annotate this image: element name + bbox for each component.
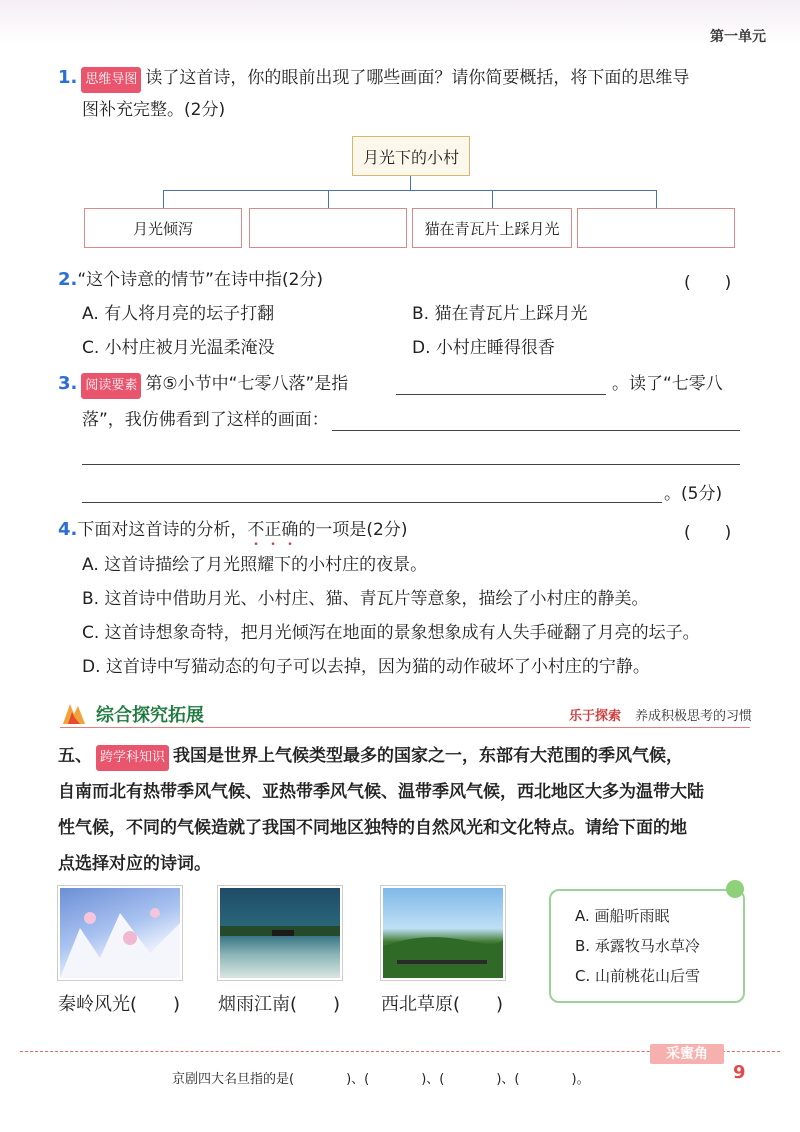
q2-option-a[interactable]: A. 有人将月亮的坛子打翻 bbox=[82, 304, 275, 324]
q2-option-c[interactable]: C. 小村庄被月光温柔淹没 bbox=[82, 338, 275, 358]
q5-number: 五、 bbox=[58, 746, 92, 766]
q3-text1b: 。读了“七零八 bbox=[612, 374, 723, 394]
q1-text1: 读了这首诗，你的眼前出现了哪些画面？请你简要概括，将下面的思维导 bbox=[145, 68, 690, 88]
mindmap-connector-bar bbox=[163, 190, 656, 191]
q3-blank-3[interactable] bbox=[82, 446, 740, 465]
jiangnan-photo bbox=[218, 886, 342, 980]
q3-tag: 阅读要素 bbox=[81, 373, 141, 399]
mindmap-box-4[interactable] bbox=[577, 208, 735, 248]
grassland-photo bbox=[381, 886, 505, 980]
q4-answer-bracket[interactable]: ( ) bbox=[684, 523, 732, 543]
q3-score: 。(5分) bbox=[664, 484, 723, 504]
page-number: 9 bbox=[733, 1062, 746, 1083]
qinling-photo bbox=[58, 886, 182, 980]
q2-number: 2. bbox=[58, 269, 78, 290]
mindmap-connector-3 bbox=[492, 190, 493, 208]
mindmap-box-1: 月光倾泻 bbox=[84, 208, 242, 248]
flame-icon bbox=[60, 700, 88, 726]
q4-emphasis: 不正确 bbox=[247, 520, 299, 540]
mindmap-center: 月光下的小村 bbox=[352, 136, 470, 176]
q4-text-b: 的一项是(2分) bbox=[298, 520, 408, 540]
q2-answer-bracket[interactable]: ( ) bbox=[684, 273, 732, 293]
section-subtitle-red: 乐于探索 bbox=[568, 709, 621, 724]
q3-blank-1[interactable] bbox=[396, 376, 606, 395]
q3-number: 3. bbox=[58, 373, 78, 394]
q1-tag: 思维导图 bbox=[81, 67, 141, 93]
q2-text: “这个诗意的情节”在诗中指(2分) bbox=[77, 270, 324, 290]
q4-option-a[interactable]: A. 这首诗描绘了月光照耀下的小村庄的夜景。 bbox=[82, 555, 428, 575]
q2-option-b[interactable]: B. 猫在青瓦片上踩月光 bbox=[412, 304, 588, 324]
q4-line bbox=[58, 518, 407, 550]
q3-blank-2[interactable] bbox=[332, 412, 740, 431]
mindmap-box-2[interactable] bbox=[249, 208, 407, 248]
footer-question: 京剧四大名旦指的是( )、( )、( )、( )。 bbox=[172, 1072, 590, 1087]
jiangnan-label[interactable]: 烟雨江南( ) bbox=[218, 994, 341, 1015]
q1-line1 bbox=[58, 66, 689, 93]
header-band bbox=[0, 0, 800, 44]
q5-tag: 跨学科知识 bbox=[96, 745, 169, 771]
mindmap-connector-4 bbox=[656, 190, 657, 208]
q5-text3: 性气候，不同的气候造就了我国不同地区独特的自然风光和文化特点。请给下面的地 bbox=[58, 818, 687, 838]
green-dot-icon bbox=[724, 878, 746, 900]
section-underline bbox=[60, 727, 750, 728]
q3-text1a: 第⑤小节中“七零八落”是指 bbox=[145, 374, 349, 394]
q4-option-d[interactable]: D. 这首诗中写猫动态的句子可以去掉，因为猫的动作破坏了小村庄的宁静。 bbox=[82, 657, 650, 677]
mindmap-connector-2 bbox=[328, 190, 329, 208]
grassland-label[interactable]: 西北草原( ) bbox=[381, 994, 504, 1015]
poem-options-card bbox=[549, 889, 745, 1003]
q4-option-b[interactable]: B. 这首诗中借助月光、小村庄、猫、青瓦片等意象，描绘了小村庄的静美。 bbox=[82, 589, 649, 609]
section-subtitle bbox=[569, 705, 752, 724]
q4-number: 4. bbox=[58, 519, 78, 540]
mindmap-connector-1 bbox=[163, 190, 164, 208]
unit-title: 第一单元 bbox=[710, 29, 766, 45]
q1-text2: 图补充完整。(2分) bbox=[82, 100, 226, 120]
poem-option-b: B. 承露牧马水草冷 bbox=[575, 937, 700, 955]
qinling-label[interactable]: 秦岭风光( ) bbox=[58, 994, 181, 1015]
q3-text2: 落”，我仿佛看到了这样的画面： bbox=[82, 410, 329, 430]
poem-option-c: C. 山前桃花山后雪 bbox=[575, 967, 701, 985]
q5-line1 bbox=[58, 744, 683, 771]
q5-text1: 我国是世界上气候类型最多的国家之一，东部有大范围的季风气候， bbox=[173, 746, 684, 766]
q5-text2: 自南而北有热带季风气候、亚热带季风气候、温带季风气候，西北地区大多为温带大陆 bbox=[58, 782, 704, 802]
mindmap-connector-stem bbox=[410, 176, 411, 190]
q4-text-a: 下面对这首诗的分析， bbox=[77, 520, 248, 540]
q2-line bbox=[58, 268, 323, 292]
q2-option-d[interactable]: D. 小村庄睡得很香 bbox=[412, 338, 555, 358]
mindmap-box-3: 猫在青瓦片上踩月光 bbox=[412, 208, 572, 248]
q3-blank-4[interactable] bbox=[82, 484, 662, 503]
section-title: 综合探究拓展 bbox=[96, 705, 204, 726]
q1-number: 1. bbox=[58, 67, 78, 88]
section-subtitle-text: 养成积极思考的习惯 bbox=[634, 709, 752, 724]
q5-text4: 点选择对应的诗词。 bbox=[58, 854, 211, 874]
q3-line1 bbox=[58, 372, 348, 399]
poem-option-a: A. 画船听雨眠 bbox=[575, 907, 670, 925]
q4-option-c[interactable]: C. 这首诗想象奇特，把月光倾泻在地面的景象想象成有人失手碰翻了月亮的坛子。 bbox=[82, 623, 700, 643]
footer-tag: 采蜜角 bbox=[650, 1044, 724, 1064]
